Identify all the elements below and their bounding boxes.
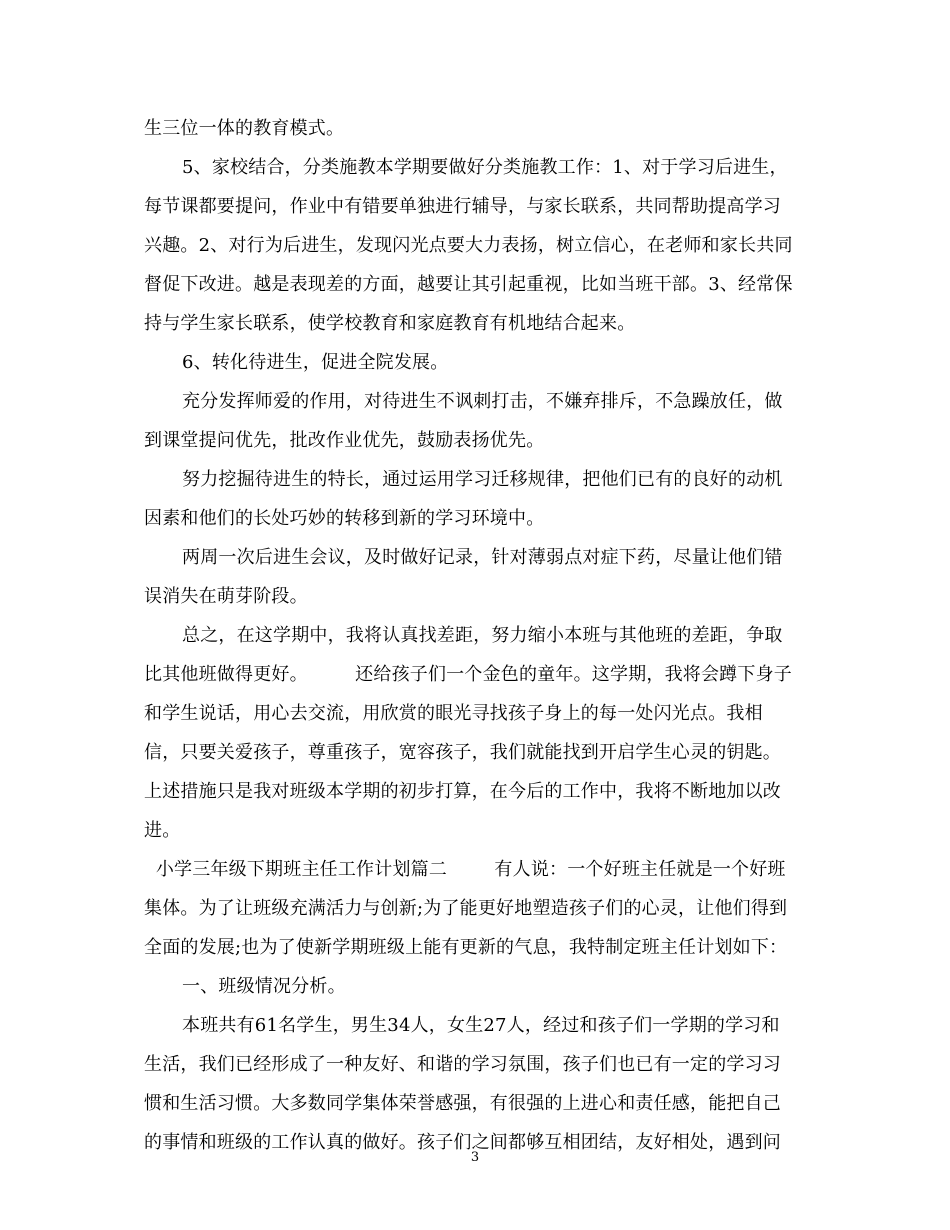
- text-line: 两周一次后进生会议，及时做好记录，针对薄弱点对症下药，尽量让他们错: [182, 547, 783, 568]
- text-line: 上述措施只是我对班级本学期的初步打算，在今后的工作中，我将不断地加以改: [144, 781, 781, 802]
- text-line: 持与学生家长联系，使学校教育和家庭教育有机地结合起来。: [144, 313, 636, 334]
- text-line: 惯和生活习惯。大多数同学集体荣誉感强，有很强的上进心和责任感，能把自己: [144, 1093, 781, 1114]
- text-line: 6、转化待进生，促进全院发展。: [182, 352, 449, 373]
- text-line: 总之，在这学期中，我将认真找差距，努力缩小本班与其他班的差距，争取: [182, 625, 783, 646]
- text-line: 集体。为了让班级充满活力与创新;为了能更好地塑造孩子们的心灵，让他们得到: [144, 898, 788, 919]
- text-line: 和学生说话，用心去交流，用欣赏的眼光寻找孩子身上的每一处闪光点。我相: [144, 703, 763, 724]
- text-line: 努力挖掘待进生的特长，通过运用学习迁移规律，把他们已有的良好的动机: [182, 469, 783, 490]
- text-line: 生三位一体的教育模式。: [144, 118, 345, 139]
- text-line: 一、班级情况分析。: [182, 976, 346, 997]
- text-line: 到课堂提问优先，批改作业优先，鼓励表扬优先。: [144, 430, 545, 451]
- text-line: 因素和他们的长处巧妙的转移到新的学习环境中。: [144, 508, 545, 529]
- text-line: 5、家校结合，分类施教本学期要做好分类施教工作：1、对于学习后进生，: [182, 157, 788, 178]
- text-line: 全面的发展;也为了使新学期班级上能有更新的气息，我特制定班主任计划如下：: [144, 937, 788, 958]
- text-line: 生活，我们已经形成了一种友好、和谐的学习氛围，孩子们也已有一定的学习习: [144, 1054, 781, 1075]
- page-number: 3: [470, 1150, 480, 1165]
- text-line: 进。: [144, 820, 181, 841]
- text-line: 比其他班做得更好。 还给孩子们一个金色的童年。这学期，我将会蹲下身子: [144, 664, 792, 685]
- text-line: 兴趣。2、对行为后进生，发现闪光点要大力表扬，树立信心，在老师和家长共同: [144, 235, 793, 256]
- text-line: 每节课都要提问，作业中有错要单独进行辅导，与家长联系，共同帮助提高学习: [144, 196, 781, 217]
- section-heading-line: 小学三年级下期班主任工作计划篇二 有人说：一个好班主任就是一个好班: [144, 859, 786, 880]
- text-line: 充分发挥师爱的作用，对待进生不讽刺打击，不嫌弃排斥，不急躁放任，做: [182, 391, 783, 412]
- text-line: 误消失在萌芽阶段。: [144, 586, 308, 607]
- text-line: 的事情和班级的工作认真的做好。孩子们之间都够互相团结，友好相处，遇到问: [144, 1132, 781, 1153]
- text-line: 本班共有61名学生，男生34人，女生27人，经过和孩子们一学期的学习和: [182, 1015, 780, 1036]
- text-line: 督促下改进。越是表现差的方面，越要让其引起重视，比如当班干部。3、经常保: [144, 274, 793, 295]
- text-line: 信，只要关爱孩子，尊重孩子，宽容孩子，我们就能找到开启学生心灵的钥匙。: [144, 742, 781, 763]
